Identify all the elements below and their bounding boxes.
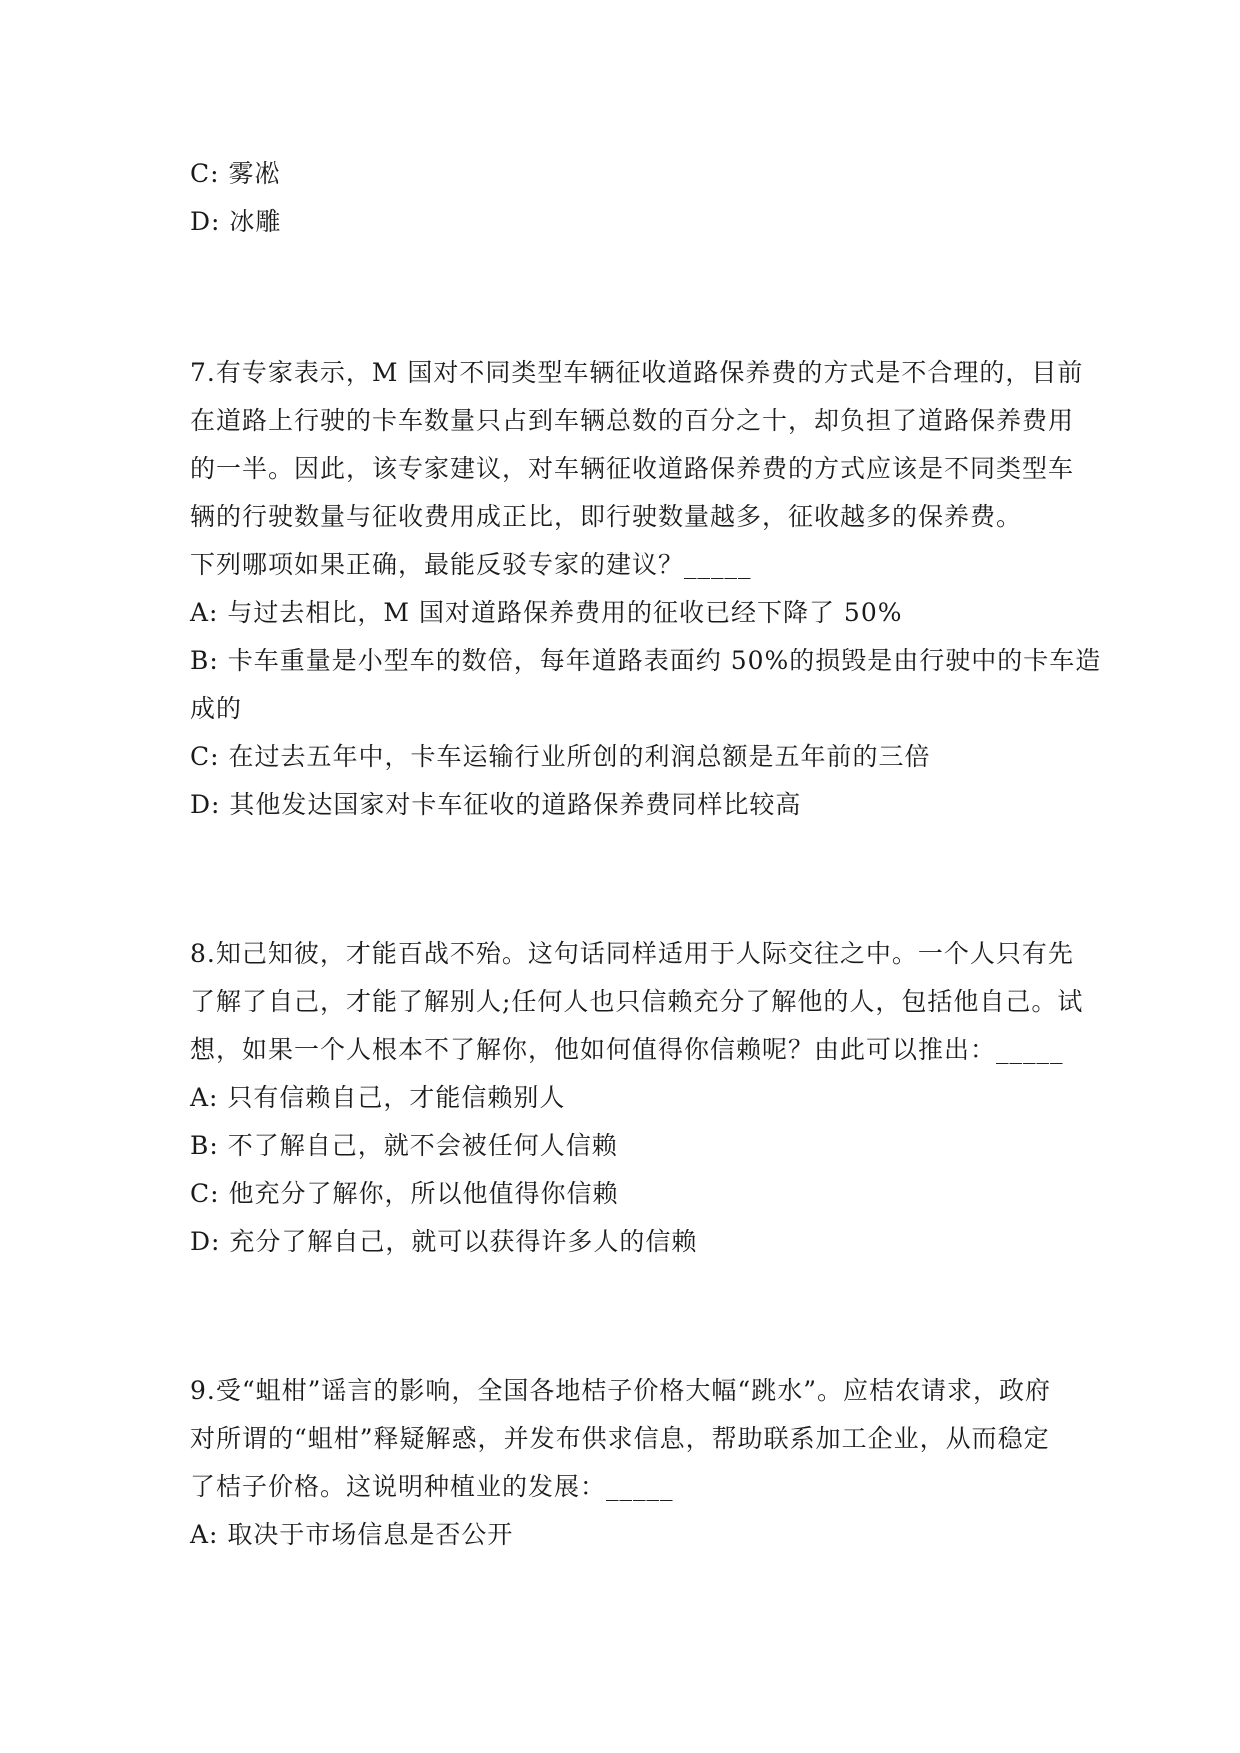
q9-stem-line-1: 9.受“蛆柑”谣言的影响，全国各地桔子价格大幅“跳水”。应桔农请求，政府: [190, 1376, 1051, 1405]
prev-option-d: D: 冰雕: [190, 207, 282, 236]
q7-option-b: B: 卡车重量是小型车的数倍，每年道路表面约 50%的损毁是由行驶中的卡车造: [190, 646, 1102, 675]
q9-stem-line-2: 对所谓的“蛆柑”释疑解惑，并发布供求信息，帮助联系加工企业，从而稳定: [190, 1424, 1050, 1453]
q8-option-c: C: 他充分了解你，所以他值得你信赖: [190, 1179, 619, 1208]
q9-stem-line-3: 了桔子价格。这说明种植业的发展：_____: [190, 1472, 674, 1501]
q7-option-b-cont: 成的: [190, 694, 243, 723]
q8-option-d: D: 充分了解自己，就可以获得许多人的信赖: [190, 1227, 698, 1256]
prev-option-c: C: 雾凇: [190, 159, 281, 188]
q9-option-a: A: 取决于市场信息是否公开: [190, 1520, 514, 1549]
q7-stem-line-4: 辆的行驶数量与征收费用成正比，即行驶数量越多，征收越多的保养费。: [190, 502, 1023, 531]
q7-stem-line-1: 7.有专家表示，M 国对不同类型车辆征收道路保养费的方式是不合理的，目前: [190, 358, 1084, 387]
q7-stem-line-2: 在道路上行驶的卡车数量只占到车辆总数的百分之十，却负担了道路保养费用: [190, 406, 1075, 435]
q8-stem-line-3: 想，如果一个人根本不了解你，他如何值得你信赖呢？由此可以推出：_____: [190, 1035, 1064, 1064]
q7-option-a: A: 与过去相比，M 国对道路保养费用的征收已经下降了 50%: [190, 598, 903, 627]
q8-option-b: B: 不了解自己，就不会被任何人信赖: [190, 1131, 618, 1160]
q7-stem-line-3: 的一半。因此，该专家建议，对车辆征收道路保养费的方式应该是不同类型车: [190, 454, 1075, 483]
q8-stem-line-2: 了解了自己，才能了解别人;任何人也只信赖充分了解他的人，包括他自己。试: [190, 987, 1084, 1016]
q8-stem-line-1: 8.知己知彼，才能百战不殆。这句话同样适用于人际交往之中。一个人只有先: [190, 939, 1074, 968]
q7-option-d: D: 其他发达国家对卡车征收的道路保养费同样比较高: [190, 790, 802, 819]
q7-option-c: C: 在过去五年中，卡车运输行业所创的利润总额是五年前的三倍: [190, 742, 931, 771]
q8-option-a: A: 只有信赖自己，才能信赖别人: [190, 1083, 566, 1112]
q7-prompt: 下列哪项如果正确，最能反驳专家的建议？_____: [190, 550, 752, 579]
